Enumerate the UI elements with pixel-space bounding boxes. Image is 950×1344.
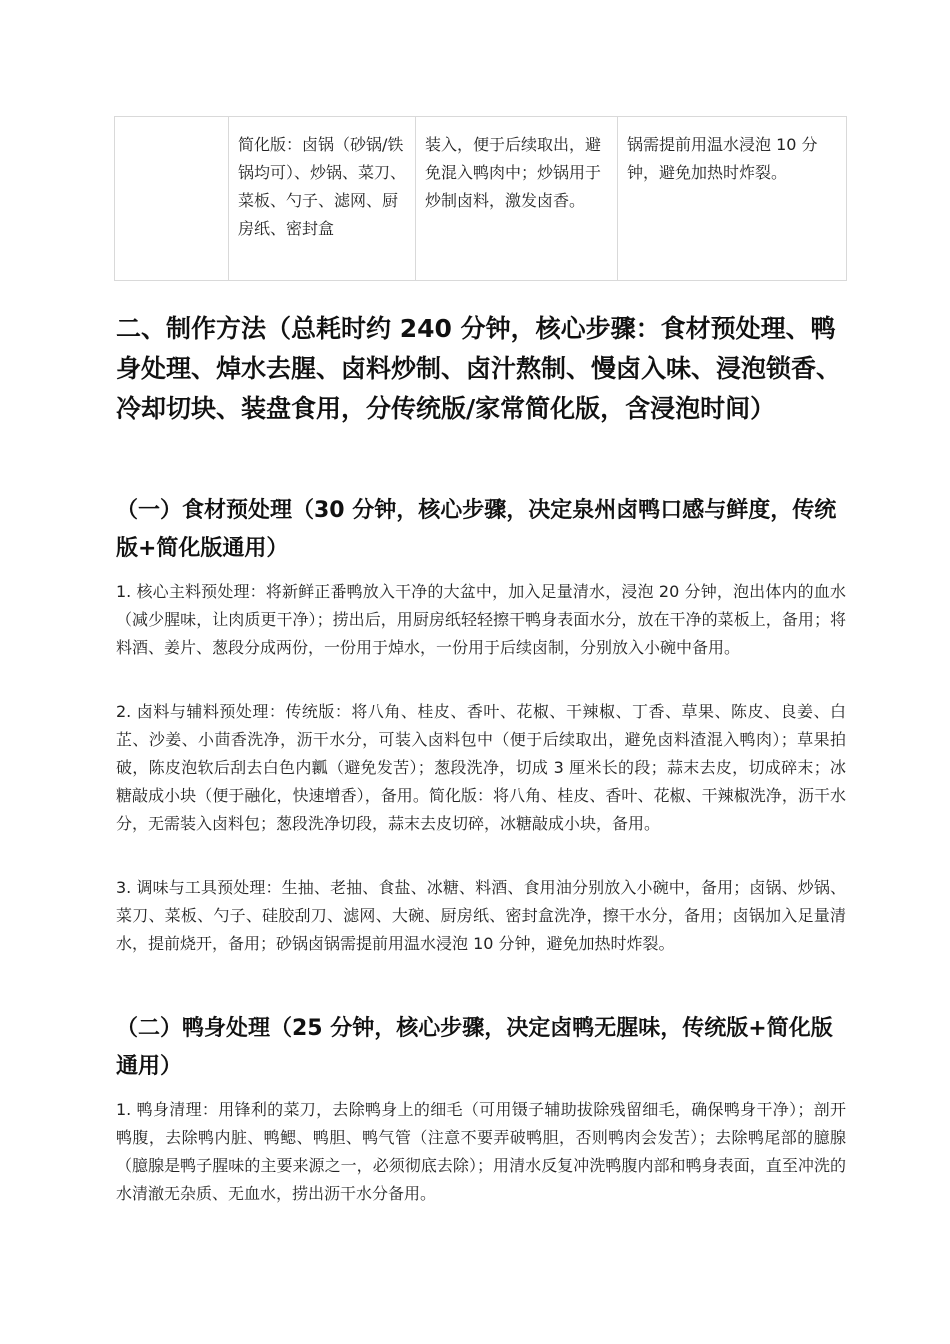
table-cell-notes: 锅需提前用温水浸泡 10 分钟，避免加热时炸裂。 — [618, 117, 847, 281]
paragraph-prep-main: 1. 核心主料预处理：将新鲜正番鸭放入干净的大盆中，加入足量清水，浸泡 20 分钟，泡出体内的血水（减少腥味，让肉质更干净）；捞出后，用厨房纸轻轻擦干鸭身表面水分，放在干净的菜板上，备用；将料酒、姜片、葱段分成两份，一份用于焯水，一份用于后续卤制，分别放入小碗中备用。 — [116, 582, 846, 657]
subsection-heading-duck: （二）鸭身处理（25 分钟，核心步骤，决定卤鸭无腥味，传统版+简化版通用） — [116, 1016, 833, 1079]
section-heading-method: 二、制作方法（总耗时约 240 分钟，核心步骤：食材预处理、鸭身处理、焯水去腥、卤料炒制、卤汁熬制、慢卤入味、浸泡锁香、冷却切块、装盘食用，分传统版/家常简化版，含浸泡时间） — [116, 314, 842, 423]
paragraph-prep-spices: 2. 卤料与辅料预处理：传统版：将八角、桂皮、香叶、花椒、干辣椒、丁香、草果、陈皮、良姜、白芷、沙姜、小茴香洗净，沥干水分，可装入卤料包中（便于后续取出，避免卤料渣混入鸭肉）；草果拍破，陈皮泡软后刮去白色内瓤（避免发苦）；葱段洗净，切成 3 厘米长的段；蒜末去皮，切成碎末；冰糖敲成小块（便于融化，快速增香），备用。简化版：将八角、桂皮、香叶、花椒、干辣椒洗净，沥干水分，无需装入卤料包；葱段洗净切段，蒜末去皮切碎，冰糖敲成小块，备用。 — [116, 702, 846, 833]
table-cell-tools: 简化版：卤锅（砂锅/铁锅均可）、炒锅、菜刀、菜板、勺子、滤网、厨房纸、密封盒 — [229, 117, 416, 281]
paragraph-prep-tools: 3. 调味与工具预处理：生抽、老抽、食盐、冰糖、料酒、食用油分别放入小碗中，备用；卤锅、炒锅、菜刀、菜板、勺子、硅胶刮刀、滤网、大碗、厨房纸、密封盒洗净，擦干水分，备用；卤锅加入足量清水，提前烧开，备用；砂锅卤锅需提前用温水浸泡 10 分钟，避免加热时炸裂。 — [116, 878, 846, 953]
subsection-heading-prep: （一）食材预处理（30 分钟，核心步骤，决定泉州卤鸭口感与鲜度，传统版+简化版通用） — [116, 498, 837, 561]
table-cell-purpose: 装入，便于后续取出，避免混入鸭肉中；炒锅用于炒制卤料，激发卤香。 — [416, 117, 618, 281]
table-cell-category — [115, 117, 229, 281]
tools-table — [114, 116, 847, 281]
table-row — [115, 117, 847, 281]
paragraph-duck-clean: 1. 鸭身清理：用锋利的菜刀，去除鸭身上的细毛（可用镊子辅助拔除残留细毛，确保鸭身干净）；剖开鸭腹，去除鸭内脏、鸭鳃、鸭胆、鸭气管（注意不要弄破鸭胆，否则鸭肉会发苦）；去除鸭尾部的臆腺（臆腺是鸭子腥味的主要来源之一，必须彻底去除）；用清水反复冲洗鸭腹内部和鸭身表面，直至冲洗的水清澈无杂质、无血水，捞出沥干水分备用。 — [116, 1100, 846, 1203]
